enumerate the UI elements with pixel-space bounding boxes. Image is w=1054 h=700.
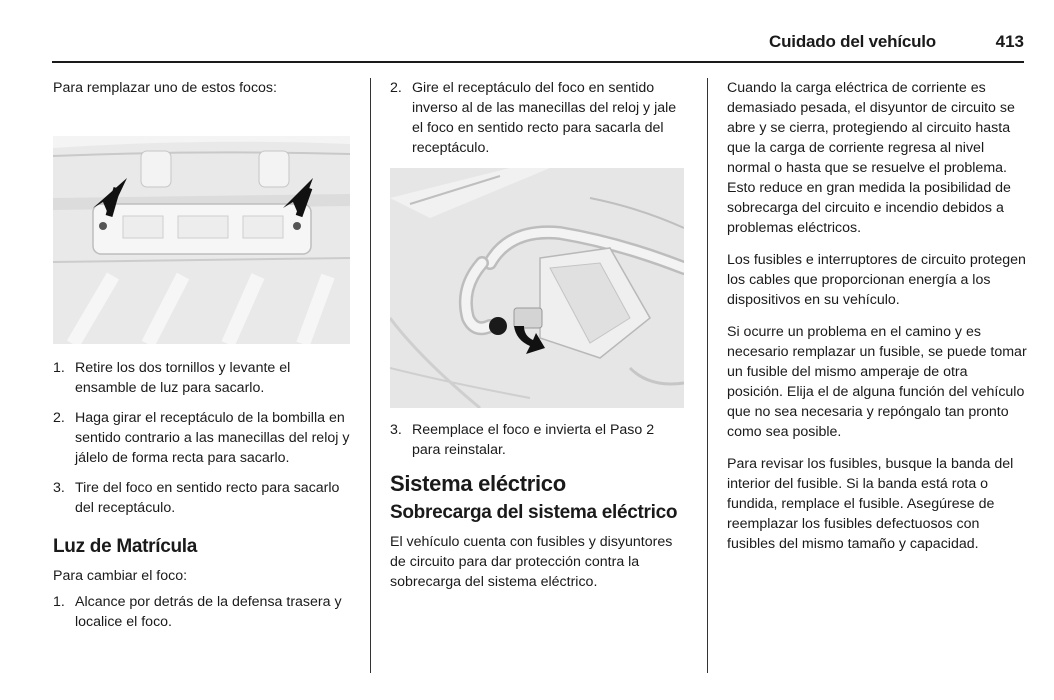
step-number: 3.	[390, 422, 402, 438]
running-header	[0, 30, 1024, 62]
section-heading: Sistema eléctrico	[390, 471, 566, 496]
list-item	[390, 78, 684, 158]
socket-removal-illustration	[390, 168, 684, 408]
step-number: 1.	[53, 360, 65, 376]
list-item	[390, 420, 684, 460]
step-number: 1.	[53, 594, 65, 610]
step-text: Alcance por detrás de la defensa trasera y localice el foco.	[75, 594, 342, 630]
step-list	[53, 358, 351, 518]
step-text: Reemplace el foco e invierta el Paso 2 para reinstalar.	[412, 422, 655, 458]
list-item	[53, 358, 351, 398]
column-1	[53, 78, 351, 642]
header-title: Cuidado del vehículo	[769, 32, 936, 51]
step-text: Gire el receptáculo del foco en sentido inverso al de las manecillas del reloj y jale el foco en sentido recto para sacarla del receptáculo.	[412, 80, 677, 156]
intro-text: Para remplazar uno de estos focos:	[53, 80, 277, 96]
section-heading: Luz de Matrícula	[53, 536, 198, 557]
column-divider	[370, 78, 371, 673]
column-2	[390, 78, 684, 604]
list-item	[53, 592, 351, 632]
list-item	[53, 408, 351, 468]
paragraph: Los fusibles e interruptores de circuito protegen los cables que proporcionan energía a los dispositivos en su vehículo.	[727, 252, 1026, 308]
step-number: 3.	[53, 480, 65, 496]
column-divider	[707, 78, 708, 673]
list-item	[53, 478, 351, 518]
column-3	[727, 78, 1027, 566]
paragraph: Cuando la carga eléctrica de corriente es demasiado pesada, el disyuntor de circuito se abre y se cierra, protegiendo al circuito hasta que la carga de corriente regresa al nivel normal o hasta que se resuelve el problema. Esto reduce en gran medida la posibilidad de sobrecarga del circuito e incendio debidos a problemas eléctricos.	[727, 80, 1015, 236]
subsection-heading: Sobrecarga del sistema eléctrico	[390, 502, 678, 523]
page-number: 413	[995, 32, 1024, 51]
paragraph: Para revisar los fusibles, busque la banda del interior del fusible. Si la banda está rota o fundida, remplace el fusible. Asegúrese de reemplazar los fusibles defectuosos con fusibles del mismo tamaño y capacidad.	[727, 456, 1014, 552]
step-number: 2.	[390, 80, 402, 96]
paragraph: Si ocurre un problema en el camino y es necesario remplazar un fusible, se puede tomar un fusible del mismo amperaje de otra posición. Elija el de alguna función del vehículo que no sea necesaria y repóngalo tan pronto como sea posible.	[727, 324, 1027, 440]
light-assembly-illustration	[53, 136, 350, 344]
step-number: 2.	[53, 410, 65, 426]
body-text: El vehículo cuenta con fusibles y disyuntores de circuito para dar protección contra la sobrecarga del sistema eléctrico.	[390, 534, 673, 590]
header-rule	[52, 61, 1024, 63]
step-text: Tire del foco en sentido recto para sacarlo del receptáculo.	[75, 480, 340, 516]
sub-intro-text: Para cambiar el foco:	[53, 568, 188, 584]
step-text: Retire los dos tornillos y levante el ensamble de luz para sacarlo.	[75, 360, 291, 396]
step-text: Haga girar el receptáculo de la bombilla en sentido contrario a las manecillas del reloj y jálelo de forma recta para sacarlo.	[75, 410, 350, 466]
